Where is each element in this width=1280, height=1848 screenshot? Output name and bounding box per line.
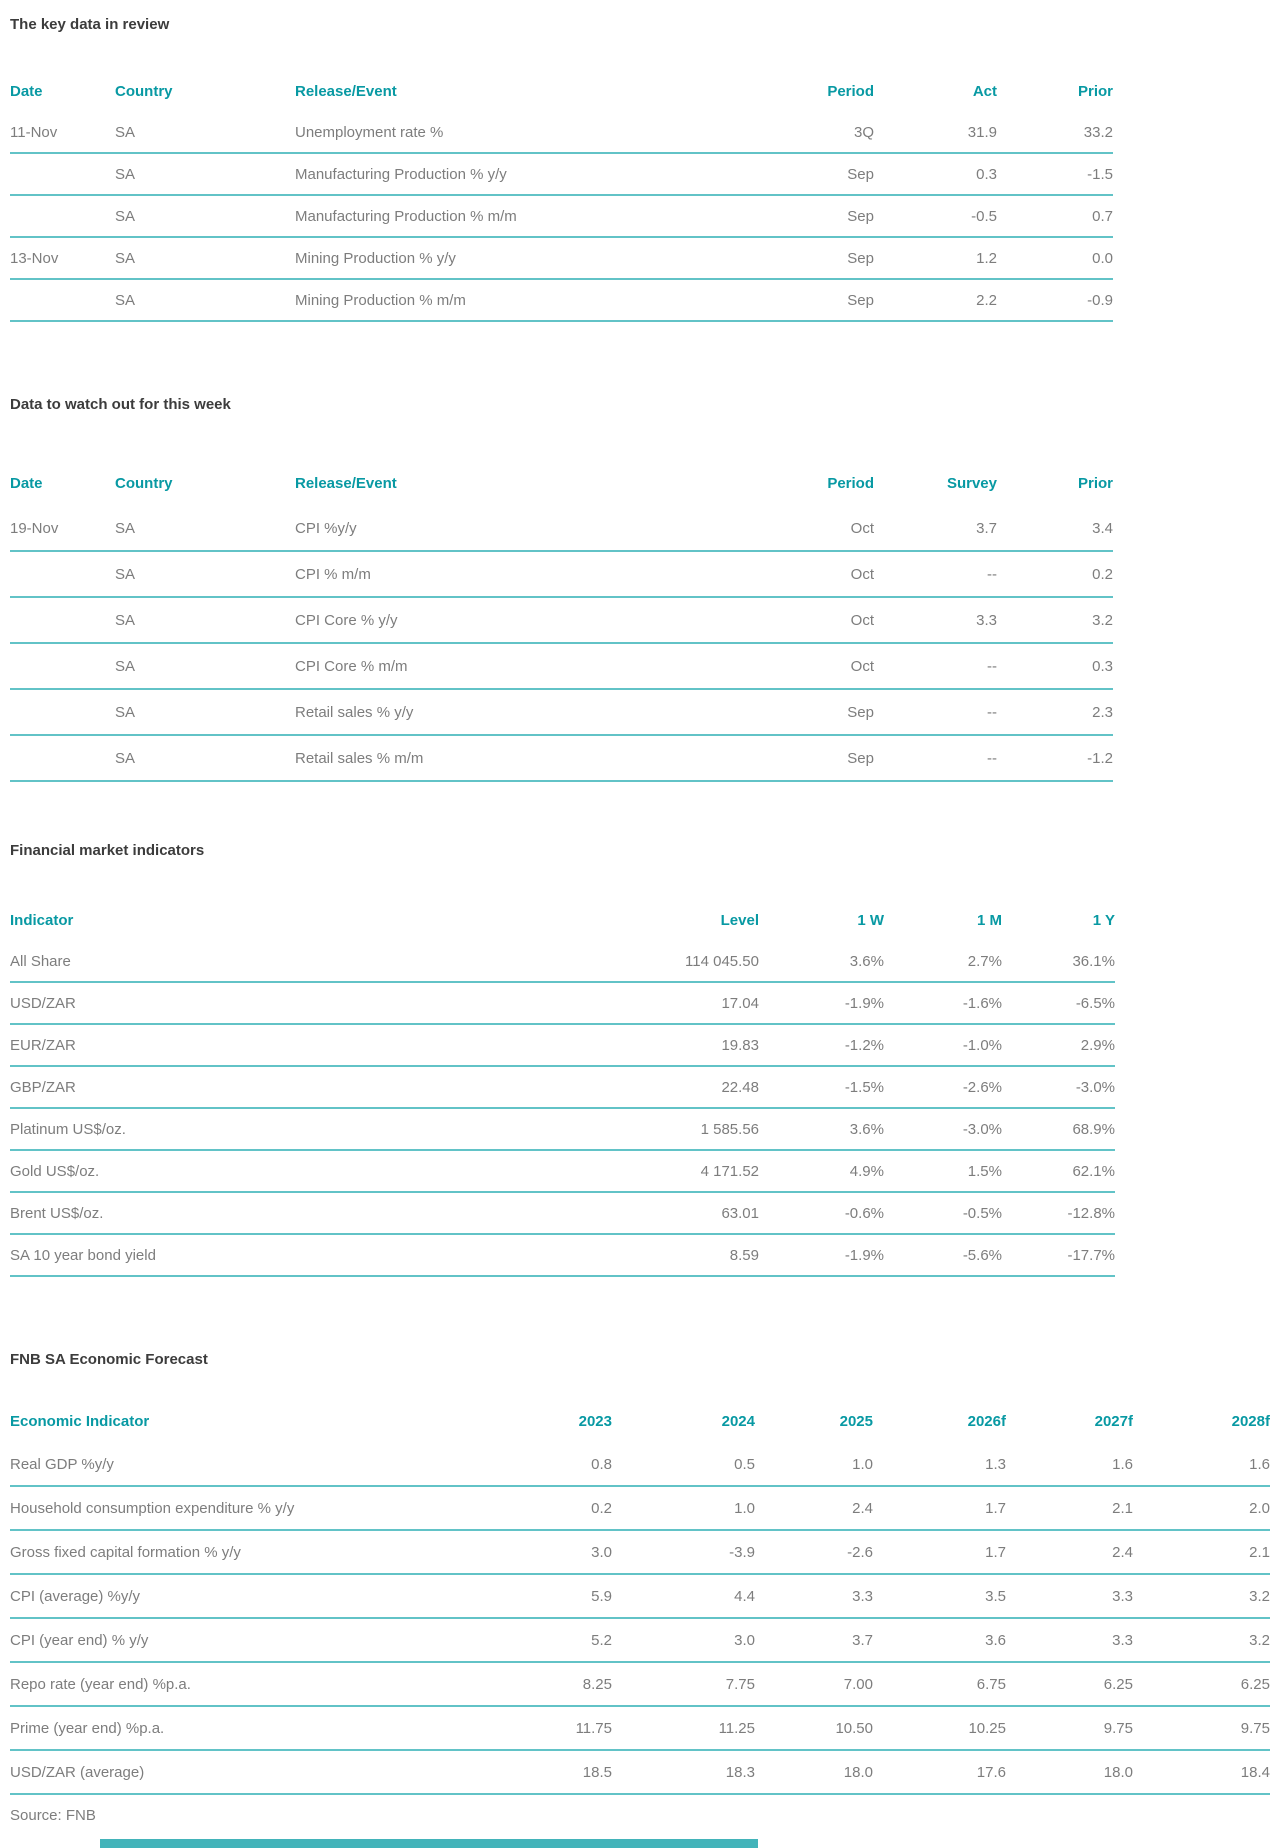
column-header-act: Act xyxy=(972,82,997,100)
table-cell: 1.6 xyxy=(1249,1455,1270,1473)
table-cell: 18.0 xyxy=(843,1763,873,1781)
table-row xyxy=(10,1025,1115,1067)
table-cell: 31.9 xyxy=(967,123,997,141)
table-row xyxy=(10,154,1113,196)
table-cell: -6.5% xyxy=(1075,994,1115,1012)
table-cell: 3.6 xyxy=(985,1631,1006,1649)
column-header-country: Country xyxy=(115,82,173,100)
table-row xyxy=(10,1235,1115,1277)
table-cell: 36.1% xyxy=(1072,952,1115,970)
table-row xyxy=(10,1193,1115,1235)
table-cell: 11.25 xyxy=(718,1719,755,1737)
table-row xyxy=(10,1619,1270,1663)
table-row xyxy=(10,1109,1115,1151)
table-cell: -5.6% xyxy=(962,1246,1002,1264)
table-header-row xyxy=(10,70,1113,112)
table-cell: 2.4 xyxy=(1112,1543,1133,1561)
column-header-prior: Prior xyxy=(1077,474,1113,492)
table-cell: 18.5 xyxy=(582,1763,612,1781)
table-cell: 0.2 xyxy=(1092,565,1113,583)
column-header-indicator: Indicator xyxy=(10,911,74,929)
table-cell: 63.01 xyxy=(721,1204,759,1222)
table-cell: 3.0 xyxy=(591,1543,612,1561)
table-cell: 1.6 xyxy=(1112,1455,1133,1473)
table-row xyxy=(10,1707,1270,1751)
column-header-1-w: 1 W xyxy=(857,911,884,929)
table-cell: 5.2 xyxy=(591,1631,612,1649)
table-cell: 0.7 xyxy=(1092,207,1113,225)
table-cell: CPI %y/y xyxy=(295,519,357,537)
table-cell: SA xyxy=(115,611,136,629)
table-cell: 5.9 xyxy=(591,1587,612,1605)
table-cell: 3.3 xyxy=(976,611,997,629)
table-cell: 62.1% xyxy=(1072,1162,1115,1180)
table-cell: 33.2 xyxy=(1083,123,1113,141)
column-header-2027f: 2027f xyxy=(1094,1412,1133,1430)
source-note: Source: FNB xyxy=(10,1807,96,1824)
table-cell: CPI (average) %y/y xyxy=(10,1587,141,1605)
table-cell: Sep xyxy=(847,703,874,721)
table-cell: Gold US$/oz. xyxy=(10,1162,100,1180)
table-cell: SA xyxy=(115,249,136,267)
table-cell: 17.04 xyxy=(721,994,759,1012)
table-cell: Sep xyxy=(847,749,874,767)
table-cell: Unemployment rate % xyxy=(295,123,444,141)
table-cell: Sep xyxy=(847,165,874,183)
table-cell: 4 171.52 xyxy=(700,1162,759,1180)
table-cell: USD/ZAR xyxy=(10,994,76,1012)
table-cell: 3.3 xyxy=(1112,1631,1133,1649)
column-header-prior: Prior xyxy=(1077,82,1113,100)
column-header-survey: Survey xyxy=(946,474,997,492)
table-cell: 3.2 xyxy=(1249,1587,1270,1605)
table-cell: 3.7 xyxy=(976,519,997,537)
section-title-financial-market-indicators: Financial market indicators xyxy=(10,842,205,859)
column-header-release-event: Release/Event xyxy=(295,82,397,100)
table-cell: Gross fixed capital formation % y/y xyxy=(10,1543,241,1561)
table-cell: Household consumption expenditure % y/y xyxy=(10,1499,295,1517)
table-cell: 19-Nov xyxy=(10,519,59,537)
table-cell: All Share xyxy=(10,952,71,970)
table-cell: CPI % m/m xyxy=(295,565,371,583)
table-cell: 4.4 xyxy=(734,1587,755,1605)
table-header-row xyxy=(10,899,1115,941)
column-header-level: Level xyxy=(720,911,759,929)
table-row xyxy=(10,1151,1115,1193)
table-cell: Oct xyxy=(850,611,874,629)
table-row xyxy=(10,552,1113,598)
table-cell: 2.2 xyxy=(976,291,997,309)
table-cell: 10.25 xyxy=(968,1719,1006,1737)
column-header-economic-indicator: Economic Indicator xyxy=(10,1412,150,1430)
table-cell: 0.3 xyxy=(1092,657,1113,675)
table-cell: -- xyxy=(987,565,997,583)
table-cell: 6.25 xyxy=(1240,1675,1270,1693)
table-cell: 1.7 xyxy=(985,1499,1006,1517)
table-cell: -3.9 xyxy=(729,1543,755,1561)
table-row xyxy=(10,1663,1270,1707)
table-cell: 3.6% xyxy=(849,1120,884,1138)
column-header-1-m: 1 M xyxy=(976,911,1002,929)
table-cell: Retail sales % m/m xyxy=(295,749,424,767)
table-cell: Sep xyxy=(847,291,874,309)
table-cell: 11-Nov xyxy=(10,123,58,141)
table-cell: 2.9% xyxy=(1080,1036,1115,1054)
table-cell: 1.7 xyxy=(985,1543,1006,1561)
table-cell: 3.3 xyxy=(1112,1587,1133,1605)
table-cell: 2.0 xyxy=(1249,1499,1270,1517)
table-cell: Oct xyxy=(850,519,874,537)
column-header-2023: 2023 xyxy=(578,1412,612,1430)
table-cell: 68.9% xyxy=(1072,1120,1115,1138)
table-header-row xyxy=(10,460,1113,506)
table-key-data-in-review xyxy=(10,70,1113,322)
table-cell: 2.7% xyxy=(967,952,1002,970)
table-cell: SA xyxy=(115,565,136,583)
table-cell: 10.50 xyxy=(835,1719,873,1737)
table-row xyxy=(10,238,1113,280)
table-cell: 3.2 xyxy=(1249,1631,1270,1649)
column-header-country: Country xyxy=(115,474,173,492)
table-financial-market-indicators xyxy=(10,899,1115,1277)
table-cell: -1.5% xyxy=(844,1078,884,1096)
table-cell: SA xyxy=(115,519,136,537)
table-row xyxy=(10,280,1113,322)
table-row xyxy=(10,1487,1270,1531)
table-cell: SA xyxy=(115,657,136,675)
column-header-2028f: 2028f xyxy=(1231,1412,1270,1430)
table-cell: 0.0 xyxy=(1092,249,1113,267)
footer-accent-bar xyxy=(100,1839,758,1848)
table-cell: -1.9% xyxy=(844,1246,884,1264)
table-data-to-watch xyxy=(10,460,1113,782)
section-title-key-data-in-review: The key data in review xyxy=(10,16,170,33)
table-cell: CPI Core % m/m xyxy=(295,657,408,675)
table-cell: 18.4 xyxy=(1240,1763,1270,1781)
table-cell: Retail sales % y/y xyxy=(295,703,414,721)
table-cell: 3.6% xyxy=(849,952,884,970)
table-cell: USD/ZAR (average) xyxy=(10,1763,145,1781)
table-cell: SA 10 year bond yield xyxy=(10,1246,156,1264)
table-cell: -17.7% xyxy=(1067,1246,1115,1264)
table-cell: -1.9% xyxy=(844,994,884,1012)
table-cell: CPI (year end) % y/y xyxy=(10,1631,149,1649)
table-cell: Sep xyxy=(847,249,874,267)
column-header-2024: 2024 xyxy=(721,1412,755,1430)
table-cell: 1.2 xyxy=(976,249,997,267)
table-cell: 8.59 xyxy=(729,1246,759,1264)
column-header-date: Date xyxy=(10,82,43,100)
column-header-period: Period xyxy=(827,474,874,492)
table-cell: GBP/ZAR xyxy=(10,1078,76,1096)
section-title-fnb-sa-economic-forecast: FNB SA Economic Forecast xyxy=(10,1351,208,1368)
table-cell: -1.0% xyxy=(962,1036,1002,1054)
table-cell: -- xyxy=(987,749,997,767)
table-cell: -2.6 xyxy=(847,1543,873,1561)
table-cell: 1 585.56 xyxy=(700,1120,759,1138)
table-fnb-sa-economic-forecast xyxy=(10,1399,1270,1795)
table-cell: 1.3 xyxy=(985,1455,1006,1473)
table-row xyxy=(10,941,1115,983)
table-row xyxy=(10,644,1113,690)
table-cell: 2.4 xyxy=(852,1499,873,1517)
table-cell: -1.2% xyxy=(844,1036,884,1054)
table-cell: 3.7 xyxy=(852,1631,873,1649)
table-row xyxy=(10,983,1115,1025)
table-cell: 1.5% xyxy=(967,1162,1002,1180)
table-row xyxy=(10,1067,1115,1109)
column-header-1-y: 1 Y xyxy=(1092,911,1115,929)
table-cell: 11.75 xyxy=(575,1719,612,1737)
table-cell: -0.6% xyxy=(844,1204,884,1222)
table-cell: 7.75 xyxy=(725,1675,755,1693)
table-cell: EUR/ZAR xyxy=(10,1036,76,1054)
table-cell: 3.4 xyxy=(1092,519,1113,537)
table-cell: 3.5 xyxy=(985,1587,1006,1605)
table-cell: Sep xyxy=(847,207,874,225)
table-cell: -1.5 xyxy=(1087,165,1113,183)
table-cell: -3.0% xyxy=(1075,1078,1115,1096)
column-header-release-event: Release/Event xyxy=(295,474,397,492)
table-cell: 9.75 xyxy=(1103,1719,1133,1737)
column-header-2026f: 2026f xyxy=(967,1412,1006,1430)
table-row xyxy=(10,598,1113,644)
table-cell: -- xyxy=(987,657,997,675)
table-cell: 18.3 xyxy=(725,1763,755,1781)
column-header-2025: 2025 xyxy=(839,1412,873,1430)
table-cell: SA xyxy=(115,165,136,183)
table-cell: 2.3 xyxy=(1092,703,1113,721)
table-row xyxy=(10,690,1113,736)
table-cell: Real GDP %y/y xyxy=(10,1455,114,1473)
table-cell: Oct xyxy=(850,657,874,675)
table-cell: Prime (year end) %p.a. xyxy=(10,1719,165,1737)
table-cell: 2.1 xyxy=(1249,1543,1270,1561)
section-title-data-to-watch: Data to watch out for this week xyxy=(10,396,231,413)
table-cell: Manufacturing Production % y/y xyxy=(295,165,507,183)
table-cell: Oct xyxy=(850,565,874,583)
table-cell: 7.00 xyxy=(843,1675,873,1693)
table-cell: 0.5 xyxy=(734,1455,755,1473)
table-row xyxy=(10,736,1113,782)
table-cell: -0.5 xyxy=(971,207,997,225)
column-header-period: Period xyxy=(827,82,874,100)
table-cell: 19.83 xyxy=(721,1036,759,1054)
table-cell: -- xyxy=(987,703,997,721)
table-row xyxy=(10,506,1113,552)
table-cell: Platinum US$/oz. xyxy=(10,1120,126,1138)
table-row xyxy=(10,196,1113,238)
table-cell: Brent US$/oz. xyxy=(10,1204,104,1222)
table-cell: 1.0 xyxy=(852,1455,873,1473)
table-cell: Manufacturing Production % m/m xyxy=(295,207,517,225)
table-cell: -1.6% xyxy=(962,994,1002,1012)
table-cell: -0.9 xyxy=(1087,291,1113,309)
table-cell: 3Q xyxy=(853,123,874,141)
table-cell: -1.2 xyxy=(1087,749,1113,767)
table-cell: 13-Nov xyxy=(10,249,59,267)
table-cell: CPI Core % y/y xyxy=(295,611,398,629)
table-row xyxy=(10,1531,1270,1575)
table-cell: SA xyxy=(115,703,136,721)
table-cell: 17.6 xyxy=(976,1763,1006,1781)
table-cell: 0.8 xyxy=(591,1455,612,1473)
table-cell: SA xyxy=(115,749,136,767)
table-cell: 9.75 xyxy=(1240,1719,1270,1737)
table-cell: 3.0 xyxy=(734,1631,755,1649)
table-cell: SA xyxy=(115,291,136,309)
table-cell: 0.2 xyxy=(591,1499,612,1517)
table-cell: 2.1 xyxy=(1112,1499,1133,1517)
table-cell: 6.25 xyxy=(1103,1675,1133,1693)
table-cell: 22.48 xyxy=(721,1078,759,1096)
table-cell: Mining Production % y/y xyxy=(295,249,456,267)
table-cell: 114 045.50 xyxy=(685,952,759,970)
table-cell: -2.6% xyxy=(962,1078,1002,1096)
table-header-row xyxy=(10,1399,1270,1443)
table-cell: SA xyxy=(115,207,136,225)
table-cell: 6.75 xyxy=(976,1675,1006,1693)
table-row xyxy=(10,1575,1270,1619)
table-cell: -3.0% xyxy=(962,1120,1002,1138)
table-cell: 18.0 xyxy=(1103,1763,1133,1781)
table-cell: 0.3 xyxy=(976,165,997,183)
table-row xyxy=(10,112,1113,154)
table-cell: 4.9% xyxy=(849,1162,884,1180)
table-row xyxy=(10,1443,1270,1487)
table-row xyxy=(10,1751,1270,1795)
column-header-date: Date xyxy=(10,474,43,492)
table-cell: -12.8% xyxy=(1067,1204,1115,1222)
table-cell: Repo rate (year end) %p.a. xyxy=(10,1675,191,1693)
table-cell: 8.25 xyxy=(582,1675,612,1693)
table-cell: 1.0 xyxy=(734,1499,755,1517)
table-cell: -0.5% xyxy=(962,1204,1002,1222)
table-cell: Mining Production % m/m xyxy=(295,291,466,309)
table-cell: 3.2 xyxy=(1092,611,1113,629)
table-cell: SA xyxy=(115,123,136,141)
table-cell: 3.3 xyxy=(852,1587,873,1605)
